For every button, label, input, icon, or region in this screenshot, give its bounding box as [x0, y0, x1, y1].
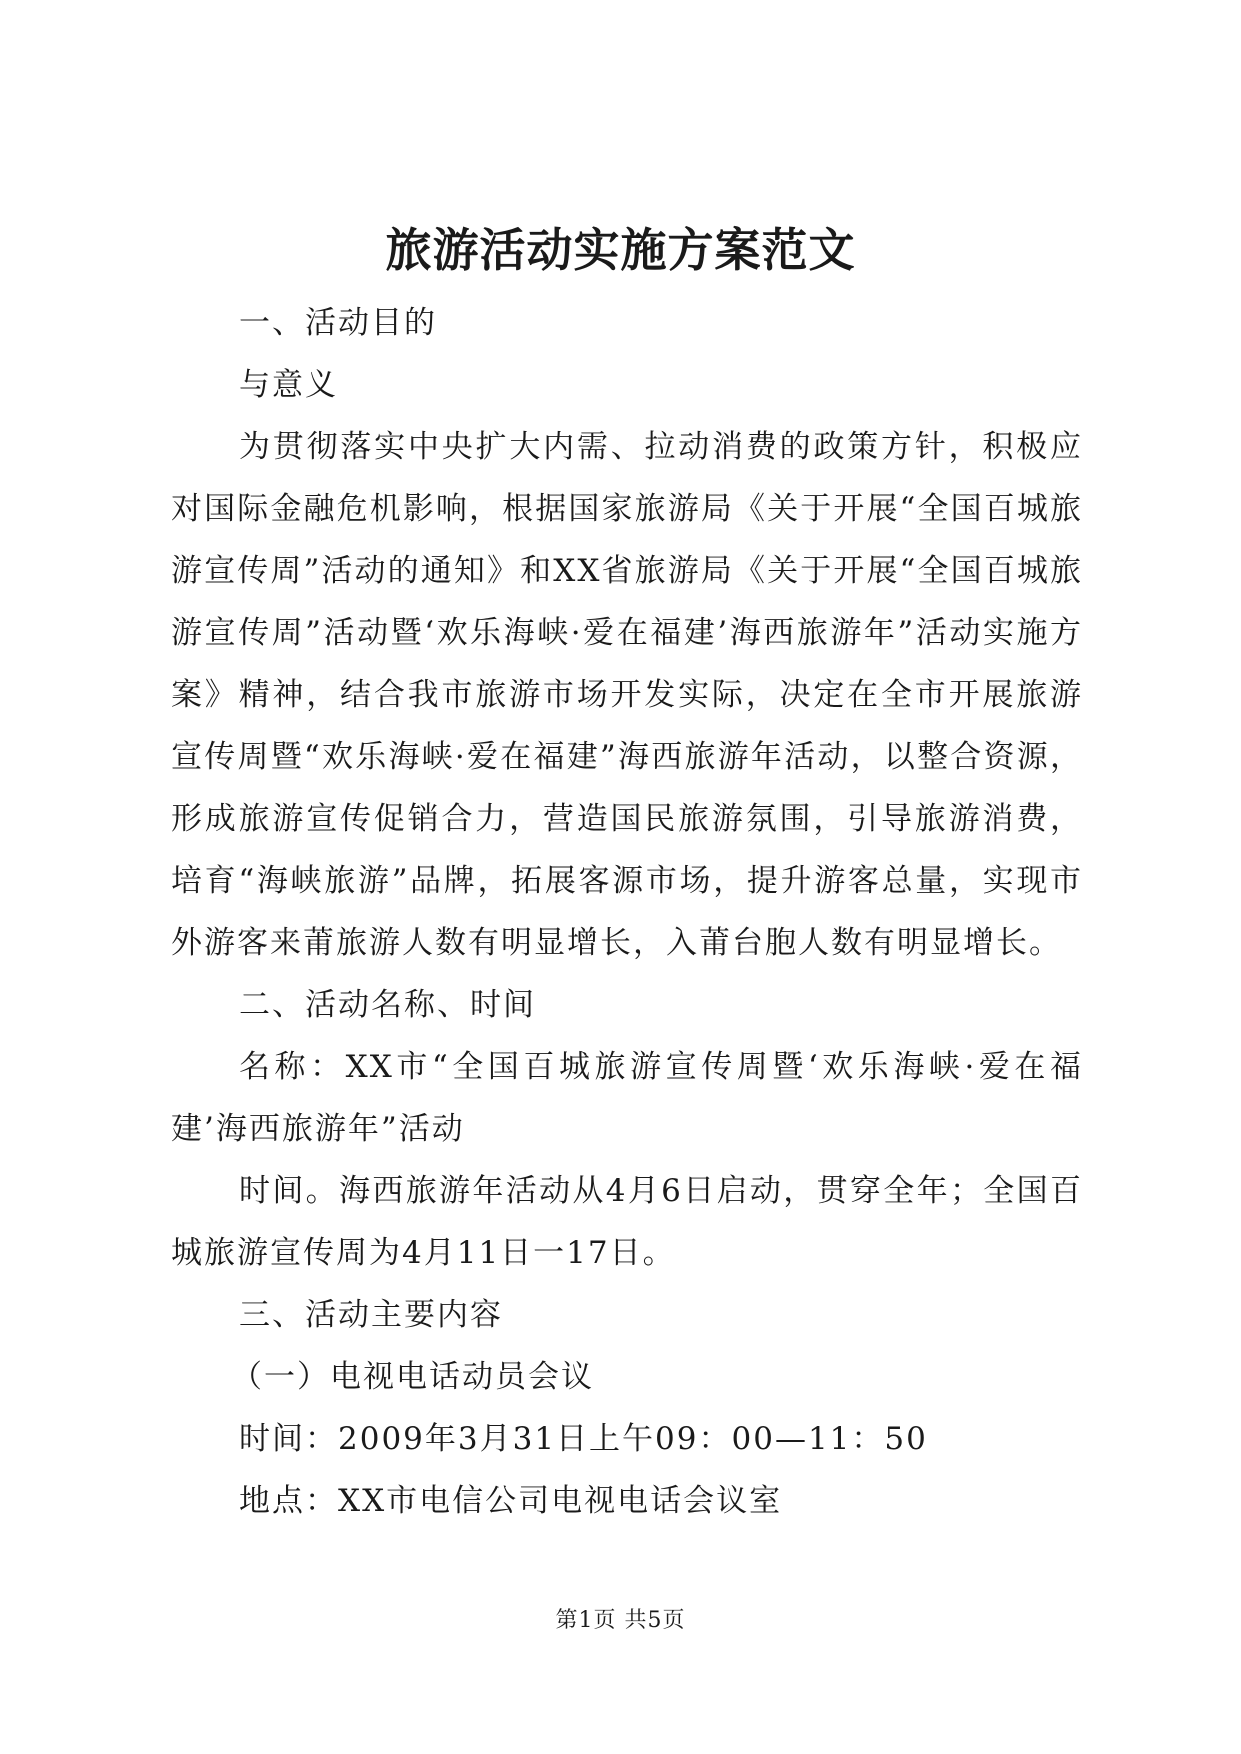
- section-heading-purpose: 一、活动目的: [239, 305, 437, 341]
- document-title: 旅游活动实施方案范文: [385, 223, 856, 277]
- page-footer: 第1页 共5页: [555, 1608, 686, 1633]
- paragraph-meeting-time: 时间：2009年3月31日上午09：00—11：50: [239, 1421, 928, 1457]
- section-heading-name-time: 二、活动名称、时间: [239, 987, 536, 1023]
- document-body: [171, 292, 1083, 1532]
- section-heading-significance: 与意义: [239, 367, 338, 403]
- section-heading-content: 三、活动主要内容: [239, 1297, 503, 1333]
- paragraph-purpose: 为贯彻落实中央扩大内需、拉动消费的政策方针，积极应对国际金融危机影响，根据国家旅游局《关于开展“全国百城旅游宣传周”活动的通知》和XX省旅游局《关于开展“全国百城旅游宣传周”活动暨‘欢乐海峡·爱在福建’海西旅游年”活动实施方案》精神，结合我市旅游市场开发实际，决定在全市开展旅游宣传周暨“欢乐海峡·爱在福建”海西旅游年活动，以整合资源，形成旅游宣传促销合力，营造国民旅游氛围，引导旅游消费，培育“海峡旅游”品牌，拓展客源市场，提升游客总量，实现市外游客来莆旅游人数有明显增长，入莆台胞人数有明显增长。: [171, 429, 1083, 961]
- paragraph-activity-name: 名称：XX市“全国百城旅游宣传周暨‘欢乐海峡·爱在福建’海西旅游年”活动: [171, 1049, 1083, 1147]
- paragraph-activity-time: 时间。海西旅游年活动从4月6日启动，贯穿全年；全国百城旅游宣传周为4月11日一17日。: [171, 1173, 1083, 1271]
- paragraph-meeting-location: 地点：XX市电信公司电视电话会议室: [239, 1483, 783, 1519]
- subsection-heading-meeting: （一）电视电话动员会议: [231, 1359, 594, 1395]
